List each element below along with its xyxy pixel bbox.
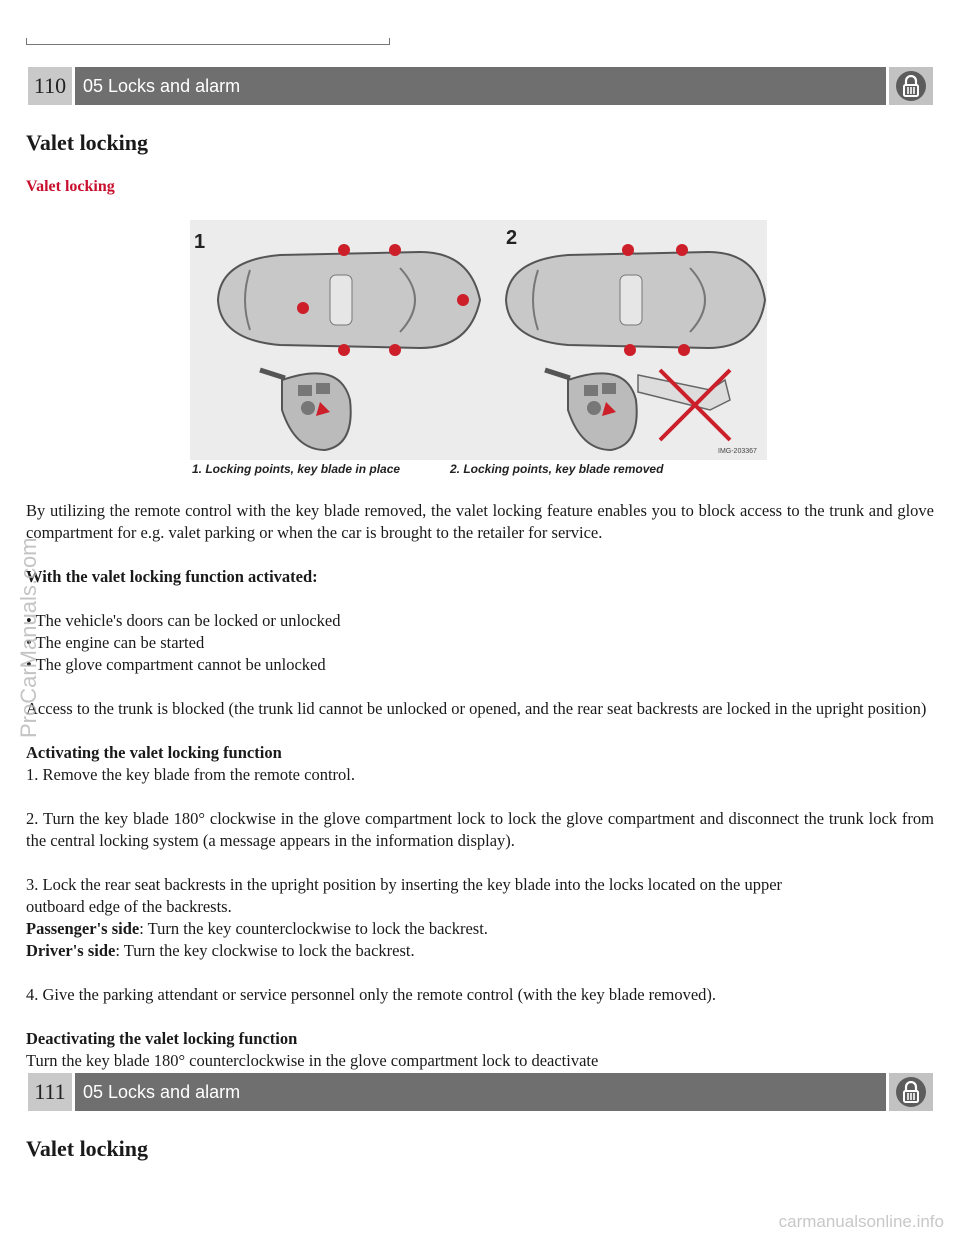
bullet-item: • The engine can be started (26, 633, 205, 652)
figure-caption-2: 2. Locking points, key blade removed (450, 462, 664, 476)
panel-label-1: 1 (194, 231, 206, 253)
intro-paragraph: By utilizing the remote control with the key blade removed, the valet locking feature enables you to block access to the trunk and glove compartment for e.g. valet parking or when the car is brought to the retailer for service. (26, 501, 934, 542)
section-subtitle: Valet locking (26, 178, 115, 195)
watermark-text: ProCarManuals.com (16, 537, 41, 738)
trunk-note: Access to the trunk is blocked (the trunk lid cannot be unlocked or opened, and the rear seat backrests are locked in the upright position) (26, 699, 927, 718)
bullet-item: • The glove compartment cannot be unlocked (26, 655, 326, 674)
lock-icon-box (889, 1073, 933, 1111)
page-number: 110 (28, 67, 72, 105)
activated-heading: With the valet locking function activated: (26, 567, 318, 586)
bullet-item: • The vehicle's doors can be locked or unlocked (26, 611, 341, 630)
figure-code: IMG-203367 (718, 448, 757, 455)
deactivating-text: Turn the key blade 180° counterclockwise in the glove compartment lock to deactivate (26, 1051, 599, 1070)
deactivating-heading: Deactivating the valet locking function (26, 1029, 298, 1048)
padlock-icon (896, 1077, 926, 1107)
step-3b: outboard edge of the backrests. (26, 897, 232, 916)
padlock-icon (896, 71, 926, 101)
top-rule (26, 38, 390, 45)
passenger-label: Passenger's side (26, 919, 140, 938)
driver-text: : Turn the key clockwise to lock the backrest. (115, 941, 415, 960)
page-number: 111 (28, 1073, 72, 1111)
page-title: Valet locking (26, 130, 149, 155)
page-header-110 (28, 67, 933, 105)
car-1-top-view (218, 244, 480, 356)
footer-watermark: carmanualsonline.info (778, 1212, 944, 1231)
page-2-title: Valet locking (26, 1136, 149, 1161)
step-4: 4. Give the parking attendant or service personnel only the remote control (with the key blade removed). (26, 985, 717, 1004)
activating-heading: Activating the valet locking function (26, 743, 282, 762)
lock-icon-box (889, 67, 933, 105)
step-2: 2. Turn the key blade 180° clockwise in the glove compartment lock to lock the glove compartment and disconnect the trunk lock from the central locking system (a message appears in the information display). (26, 809, 934, 850)
page-header-111 (28, 1073, 933, 1111)
car-2-top-view (506, 244, 765, 356)
panel-label-2: 2 (506, 227, 518, 249)
step-3a: 3. Lock the rear seat backrests in the upright position by inserting the key blade into the locks located on the upper (26, 875, 783, 894)
section-title: 05 Locks and alarm (75, 1073, 886, 1111)
section-title: 05 Locks and alarm (75, 67, 886, 105)
passenger-text: : Turn the key counterclockwise to lock the backrest. (139, 919, 488, 938)
side-watermark (16, 470, 42, 740)
figure-caption-1: 1. Locking points, key blade in place (192, 462, 401, 476)
step-1: 1. Remove the key blade from the remote control. (26, 765, 355, 784)
valet-locking-figure (190, 220, 767, 478)
body-text (26, 500, 934, 1072)
driver-label: Driver's side (26, 941, 116, 960)
